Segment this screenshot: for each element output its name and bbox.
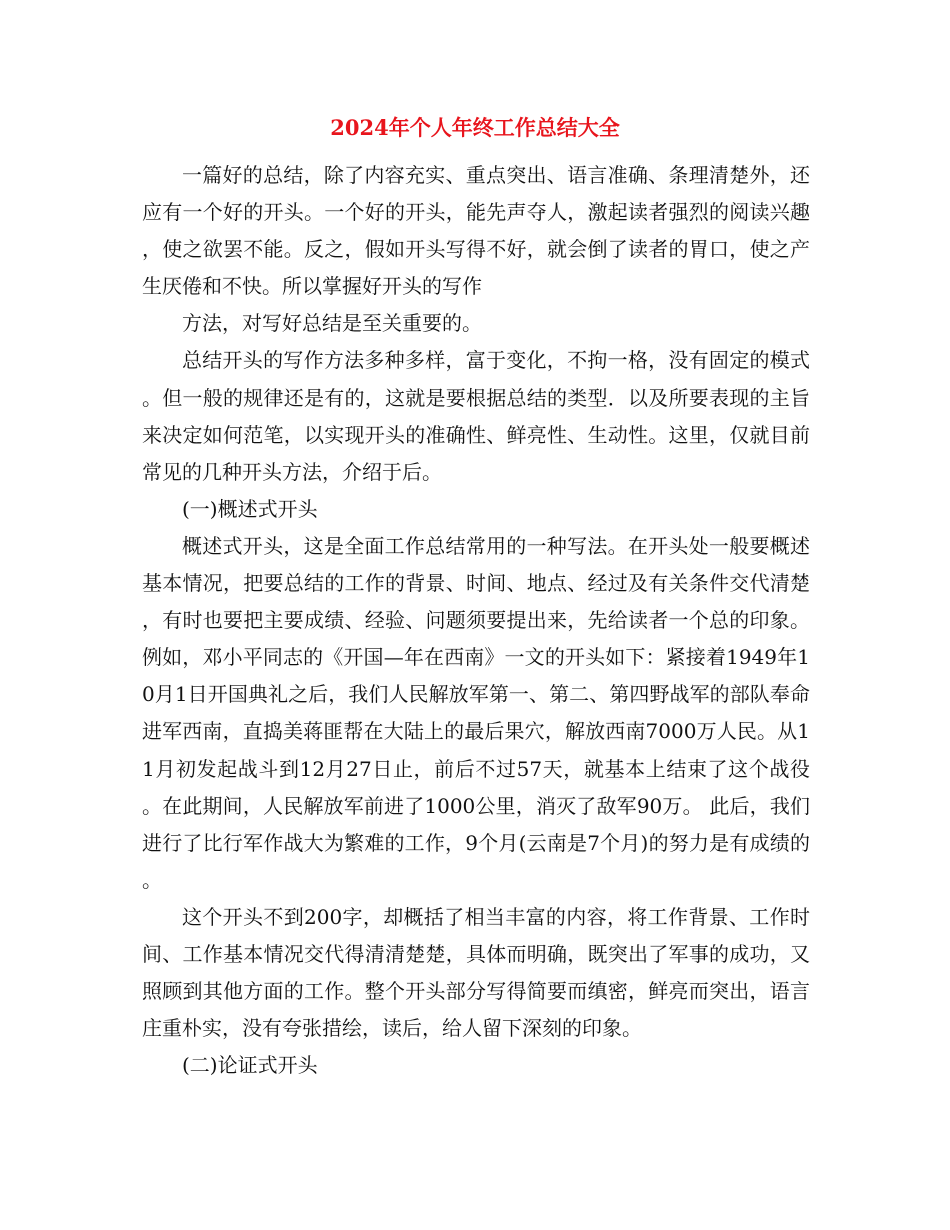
paragraph-intro: 一篇好的总结，除了内容充实、重点突出、语言准确、条理清楚外，还应有一个好的开头。一个好的开头，能先声夺人，激起读者强烈的阅读兴趣，使之欲罢不能。反之，假如开头写得不好，就会倒了读者的胃口，使之产生厌倦和不快。所以掌握好开头的写作 (142, 163, 810, 299)
document-body (142, 157, 810, 1084)
paragraph-analysis: 这个开头不到200字，却概括了相当丰富的内容，将工作背景、工作时间、工作基本情况交代得清清楚楚，具体而明确，既突出了军事的成功，又照顾到其他方面的工作。整个开头部分写得简要而缜密，鲜亮而突出，语言庄重朴实，没有夸张措绘，读后，给人留下深刻的印象。 (142, 904, 810, 1041)
paragraph-intro-continued: 方法，对写好总结是至关重要的。 (182, 311, 482, 336)
paragraph-methods: 总结开头的写作方法多种多样，富于变化，不拘一格，没有固定的模式。但一般的规律还是有的，这就是要根据总结的类型．以及所要表现的主旨来决定如何范笔，以实现开头的准确性、鲜亮性、生动性。这里，仅就目前常见的几种开头方法，介绍于后。 (142, 348, 810, 484)
section-heading-argument: (二)论证式开头 (182, 1053, 318, 1078)
document-title: 2024年个人年终工作总结大全 (330, 115, 620, 140)
paragraph-overview: 概述式开头，这是全面工作总结常用的一种写法。在开头处一般要概述基本情况，把要总结的工作的背景、时间、地点、经过及有关条件交代清楚，有时也要把主要成绩、经验、问题须要提出来，先给读者一个总的印象。例如，邓小平同志的《开国—年在西南》一文的开头如下：紧接着1949年10月1日开国典礼之后，我们人民解放军第一、第二、第四野战军的部队奉命进军西南，直捣美蒋匪帮在大陆上的最后果穴，解放西南7000万人民。从11月初发起战斗到12月27日止，前后不过57天，就基本上结束了这个战役。在此期间，人民解放军前进了1000公里，消灭了敌军90万。 此后，我们进行了比行军作战大为繁难的工作，9个月(云南是7个月)的努力是有成绩的。 (142, 533, 810, 892)
section-heading-overview: (一)概述式开头 (182, 496, 318, 521)
